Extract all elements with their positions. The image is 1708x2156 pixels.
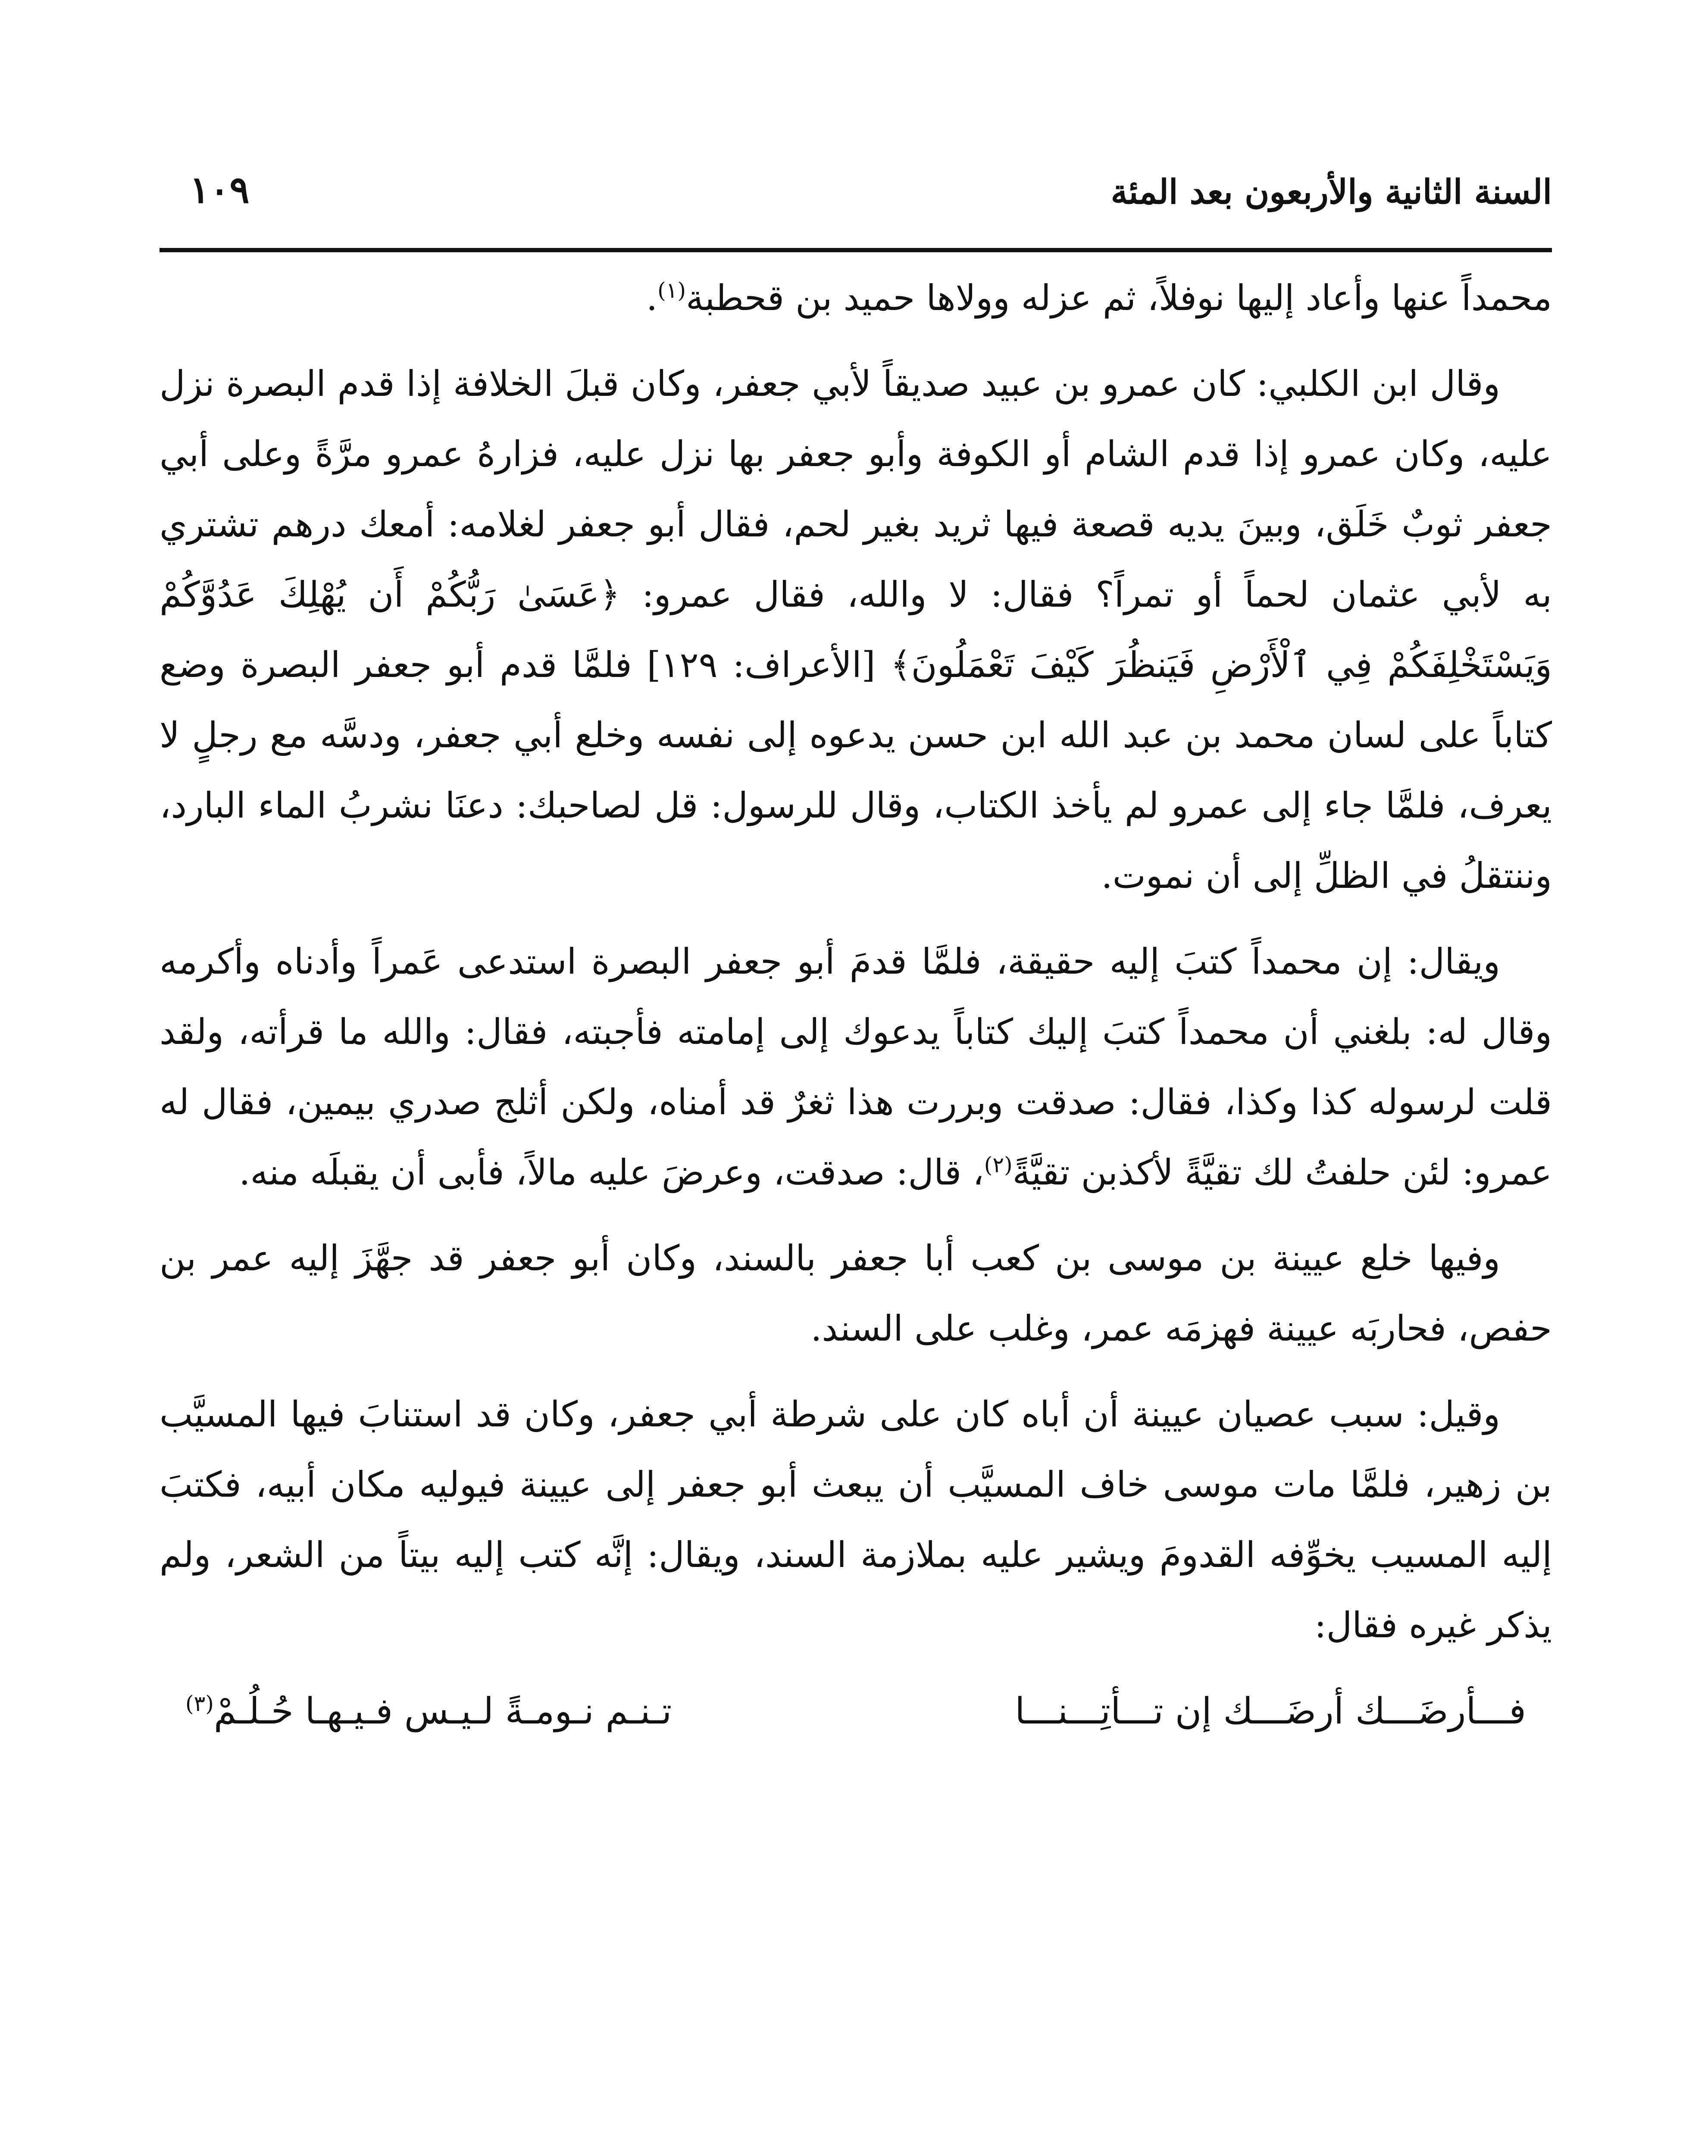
footnote-ref-2: (٢) xyxy=(984,1152,1013,1178)
footnote-ref-1: (١) xyxy=(657,278,686,303)
paragraph-2 xyxy=(160,349,1552,911)
paragraph-4 xyxy=(160,1223,1552,1364)
quran-verse: ﴿عَسَىٰ رَبُّكُمْ أَن يُهْلِكَ عَدُوَّكُمْ وَيَسْتَخْلِفَكُمْ فِي ٱلْأَرْضِ فَيَنظُرَ كَيْفَ تَعْمَلُونَ﴾ xyxy=(160,574,1552,686)
main-text xyxy=(160,263,1552,1746)
verse-second-hemistich xyxy=(185,1676,672,1746)
verse-first-hemistich: فـــأرضَـــك أرضَـــك إن تـــأتِـــنـــا xyxy=(1015,1690,1526,1732)
paragraph-text: وقال ابن الكلبي: كان عمرو بن عبيد صديقاً لأبي جعفر، وكان قبلَ الخلافة إذا قدم البصرة نزل عليه، وكان عمرو إذا قدم الشام أو الكوفة وأبو جعفر بها نزل عليه، فزارهُ عمرو مرَّةً وعلى أبي جعفر ثوبٌ خَلَق، وبينَ يديه قصعة فيها ثريد بغير لحم، فقال أبو جعفر لغلامه: أمعك درهم تشتري به لأبي عثمان لحماً أو تمراً؟ فقال: لا والله، فقال عمرو: xyxy=(160,364,1552,615)
verse-second-text: تـنـم نـومـةً لـيـس فـيـهـا حُـلُـمْ xyxy=(213,1690,672,1732)
paragraph-text: ويقال: إن محمداً كتبَ إليه حقيقة، فلمَّا قدمَ أبو جعفر البصرة استدعى عَمراً وأدناه وأكرمه وقال له: بلغني أن محمداً كتبَ إليك كتاباً يدعوك إلى إمامته فأجبته، فقال: والله ما قرأته، ولقد قلت لرسوله كذا وكذا، فقال: صدقت وبررت هذا ثغرٌ قد أمناه، ولكن أثلج صدري بيمين، فقال له عمرو: لئن حلفتُ لك تقيَّةً لأكذبن تقيَّةً xyxy=(160,941,1552,1193)
paragraph-tail: ، قال: صدقت، وعرضَ عليه مالاً، فأبى أن يقبلَه منه. xyxy=(239,1152,984,1193)
paragraph-text: وفيها خلع عيينة بن موسى بن كعب أبا جعفر بالسند، وكان أبو جعفر قد جهَّزَ إليه عمر بن حفص، فحاربَه عيينة فهزمَه عمر، وغلب على السند. xyxy=(160,1238,1552,1349)
paragraph-5 xyxy=(160,1379,1552,1661)
page-number: ١٠٩ xyxy=(190,168,250,212)
poetry-verse xyxy=(160,1676,1552,1746)
chapter-title: السنة الثانية والأربعون بعد المئة xyxy=(1111,172,1552,212)
paragraph-3 xyxy=(160,927,1552,1208)
footnote-ref-3: (٣) xyxy=(185,1691,214,1716)
paragraph-tail: . xyxy=(646,278,658,319)
paragraph-text: وقيل: سبب عصيان عيينة أن أباه كان على شرطة أبي جعفر، وكان قد استنابَ فيها المسيَّب بن زهير، فلمَّا مات موسى خاف المسيَّب أن يبعث أبو جعفر إلى عيينة فيوليه مكان أبيه، فكتبَ إليه المسيب يخوِّفه القدومَ ويشير عليه بملازمة السند، ويقال: إنَّه كتب إليه بيتاً من الشعر، ولم يذكر غيره فقال: xyxy=(160,1394,1552,1646)
running-header xyxy=(160,164,1552,229)
header-divider xyxy=(160,248,1552,252)
paragraph-1 xyxy=(160,263,1552,333)
paragraph-text-continued: [الأعراف: ١٢٩] فلمَّا قدم أبو جعفر البصرة وضع كتاباً على لسان محمد بن عبد الله ابن حسن يدعوه إلى نفسه وخلع أبي جعفر، ودسَّه مع رجلٍ لا يعرف، فلمَّا جاء إلى عمرو لم يأخذ الكتاب، وقال للرسول: قل لصاحبك: دعنَا نشربُ الماء البارد، وننتقلُ في الظلِّ إلى أن نموت. xyxy=(160,645,1552,896)
paragraph-text: محمداً عنها وأعاد إليها نوفلاً، ثم عزله وولاها حميد بن قحطبة xyxy=(686,278,1552,319)
